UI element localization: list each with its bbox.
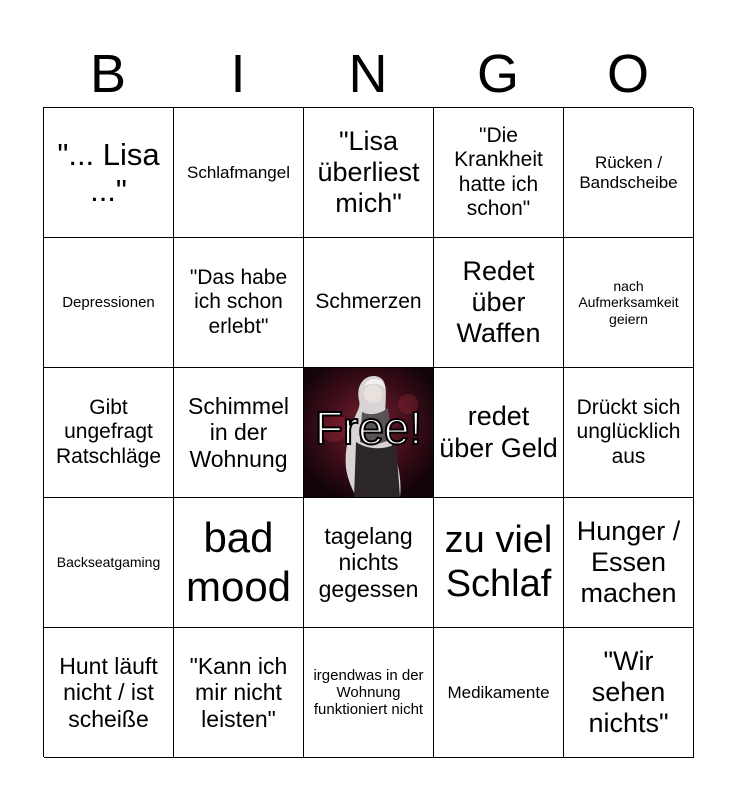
bingo-cell[interactable]: Schlafmangel [174,108,304,238]
bingo-cell[interactable]: Hunger / Essen machen [564,498,694,628]
bingo-cell[interactable]: Schmerzen [304,238,434,368]
free-space-label: Free! [314,402,423,454]
bingo-cell[interactable]: Drückt sich unglücklich aus [564,368,694,498]
header-letter-g: G [476,44,519,104]
header-letter-o: O [606,44,649,104]
bingo-cell[interactable]: bad mood [174,498,304,628]
bingo-cell[interactable]: "Lisa überliest mich" [304,108,434,238]
free-space-cell[interactable] [304,368,434,498]
bingo-cell[interactable]: "Das habe ich schon erlebt" [174,238,304,368]
bingo-cell[interactable]: Hunt läuft nicht / ist scheiße [44,628,174,758]
bingo-cell[interactable]: "Kann ich mir nicht leisten" [174,628,304,758]
bingo-grid [43,107,693,757]
bingo-cell[interactable]: Schimmel in der Wohnung [174,368,304,498]
bingo-cell[interactable]: Redet über Waffen [434,238,564,368]
bingo-cell[interactable]: "Die Krankheit hatte ich schon" [434,108,564,238]
bingo-cell[interactable]: Gibt ungefragt Ratschläge [44,368,174,498]
bingo-cell[interactable]: zu viel Schlaf [434,498,564,628]
bingo-cell[interactable]: Medikamente [434,628,564,758]
bingo-cell[interactable]: nach Aufmerksamkeit geiern [564,238,694,368]
bingo-cell[interactable]: Rücken / Bandscheibe [564,108,694,238]
header-letter-n: N [348,44,388,104]
bingo-cell[interactable]: redet über Geld [434,368,564,498]
bingo-cell[interactable]: irgendwas in der Wohnung funktioniert nicht [304,628,434,758]
bingo-cell[interactable]: Backseatgaming [44,498,174,628]
bingo-cell[interactable]: "... Lisa ..." [44,108,174,238]
header-letter-b: B [89,44,127,104]
header-letter-i: I [230,44,246,104]
bingo-cell[interactable]: Depressionen [44,238,174,368]
bingo-header [43,40,693,108]
bingo-cell[interactable]: tagelang nichts gegessen [304,498,434,628]
bingo-cell[interactable]: "Wir sehen nichts" [564,628,694,758]
